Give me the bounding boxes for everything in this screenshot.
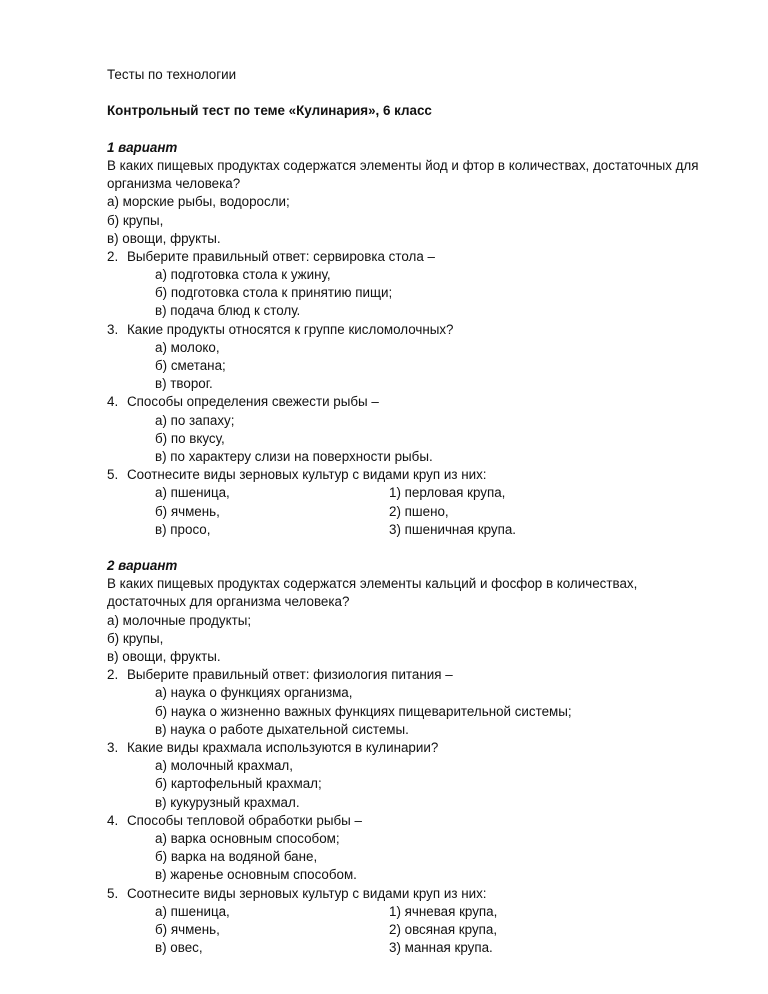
answer-option: б) по вкусу, <box>155 430 225 446</box>
answer-option: в) жаренье основным способом. <box>155 867 357 883</box>
question-text: Соотнесите виды зерновых культур с видами круп из них: <box>127 467 487 483</box>
grain-product: 1) перловая крупа, <box>389 485 506 501</box>
grain-crop: б) ячмень, <box>155 921 220 937</box>
grain-product: 3) пшеничная крупа. <box>389 521 517 537</box>
answer-option: а) подготовка стола к ужину, <box>155 267 331 283</box>
answer-option: б) картофельный крахмал; <box>155 776 322 792</box>
match-row <box>107 903 717 921</box>
question-number: 2. <box>107 248 119 264</box>
grain-product: 3) манная крупа. <box>389 940 493 956</box>
grain-crop: а) пшеница, <box>155 903 230 919</box>
grain-crop: а) пшеница, <box>155 485 230 501</box>
question-text: Способы определения свежести рыбы – <box>127 394 379 410</box>
question-number: 4. <box>107 812 119 828</box>
variant-heading: 1 вариант <box>107 139 178 155</box>
answer-option: в) овощи, фрукты. <box>107 649 221 665</box>
grain-crop: б) ячмень, <box>155 503 220 519</box>
question-text: Способы тепловой обработки рыбы – <box>127 812 362 828</box>
answer-option: а) молочный крахмал, <box>155 758 293 774</box>
answer-option: а) по запаху; <box>155 412 235 428</box>
question-number: 4. <box>107 394 119 410</box>
grain-crop: в) просо, <box>155 521 211 537</box>
question-text: Какие виды крахмала используются в кулинарии? <box>127 740 439 755</box>
match-row <box>107 503 717 521</box>
test-title: Контрольный тест по теме «Кулинария», 6 класс <box>107 103 432 119</box>
question-number: 5. <box>107 885 119 901</box>
answer-option: в) кукурузный крахмал. <box>155 794 300 810</box>
answer-option: б) сметана; <box>155 358 226 374</box>
match-row <box>107 939 717 957</box>
answer-option: б) наука о жизненно важных функциях пищеварительной системы; <box>155 703 572 719</box>
answer-option: а) варка основным способом; <box>155 830 340 846</box>
answer-option: а) морские рыбы, водоросли; <box>107 194 290 210</box>
answer-option: а) наука о функциях организма, <box>155 685 353 701</box>
grain-crop: в) овес, <box>155 940 203 956</box>
variant-2 <box>107 557 717 957</box>
answer-option: в) творог. <box>155 376 213 392</box>
question-3 <box>107 739 717 757</box>
question-text: Выберите правильный ответ: физиология питания – <box>127 667 453 683</box>
question-number: 3. <box>107 321 119 337</box>
document-page <box>107 66 717 957</box>
document-title: Тесты по технологии <box>107 67 237 82</box>
question-1-text: В каких пищевых продуктах содержатся элементы йод и фтор в количествах, достаточных для организма человека? <box>107 157 699 192</box>
grain-product: 1) ячневая крупа, <box>389 903 498 919</box>
match-row <box>107 521 717 539</box>
question-text: Соотнесите виды зерновых культур с видами круп из них: <box>127 885 487 901</box>
question-2 <box>107 666 717 684</box>
grain-product: 2) овсяная крупа, <box>389 921 498 937</box>
answer-option: б) подготовка стола к принятию пищи; <box>155 285 393 301</box>
answer-option: в) овощи, фрукты. <box>107 230 221 246</box>
answer-option: а) молоко, <box>155 339 220 355</box>
question-2 <box>107 248 717 266</box>
question-5 <box>107 466 717 484</box>
answer-option: б) крупы, <box>107 212 164 228</box>
answer-option: в) по характеру слизи на поверхности рыбы. <box>155 448 433 464</box>
answer-option: б) крупы, <box>107 630 164 646</box>
match-row <box>107 921 717 939</box>
match-row <box>107 484 717 502</box>
question-number: 5. <box>107 467 119 483</box>
question-number: 2. <box>107 667 119 683</box>
variant-1 <box>107 139 717 539</box>
answer-option: а) молочные продукты; <box>107 612 252 628</box>
answer-option: б) варка на водяной бане, <box>155 849 318 865</box>
variant-heading: 2 вариант <box>107 558 178 574</box>
question-1-text: В каких пищевых продуктах содержатся элементы кальций и фосфор в количествах, достаточных для организма человека? <box>107 576 638 610</box>
question-text: Выберите правильный ответ: сервировка стола – <box>127 248 435 264</box>
question-4 <box>107 812 717 830</box>
question-number: 3. <box>107 740 119 755</box>
question-3 <box>107 321 717 339</box>
grain-product: 2) пшено, <box>389 503 449 519</box>
question-4 <box>107 393 717 411</box>
question-text: Какие продукты относятся к группе кисломолочных? <box>127 321 454 337</box>
question-5 <box>107 885 717 903</box>
answer-option: в) наука о работе дыхательной системы. <box>155 721 409 737</box>
answer-option: в) подача блюд к столу. <box>155 303 301 319</box>
